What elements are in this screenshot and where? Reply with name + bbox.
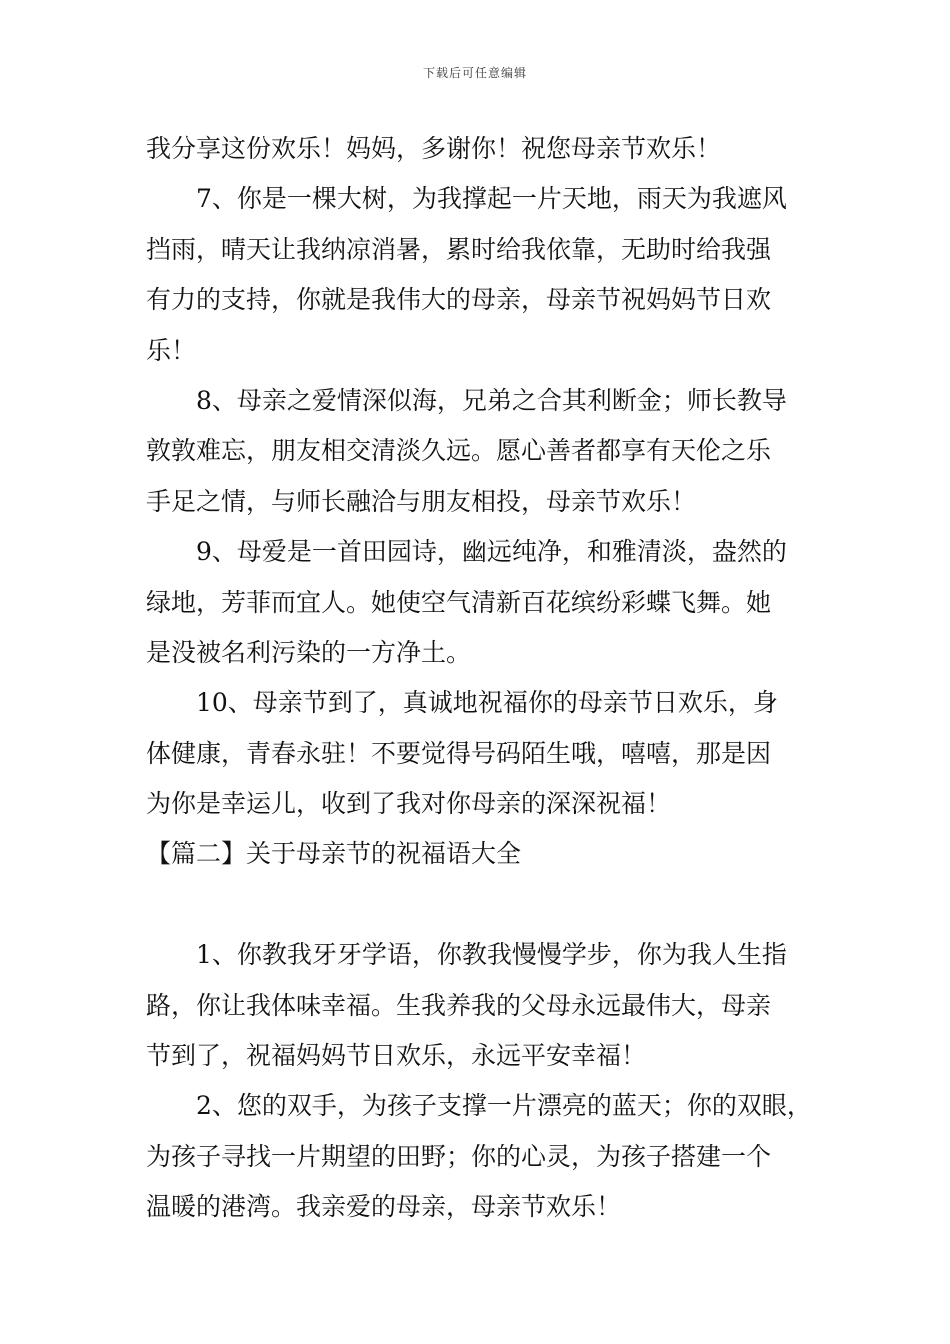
text-line: 是没被名利污染的一方净土。 [146,637,472,667]
text-line: 路，你让我体味幸福。生我养我的父母永远最伟大，母亲 [146,990,772,1020]
text-line: 节到了，祝福妈妈节日欢乐，永远平安幸福！ [146,1041,647,1071]
blank-line [146,880,810,930]
text-line: 敦敦难忘，朋友相交清淡久远。愿心善者都享有天伦之乐 [146,436,772,466]
text-line: 温暖的港湾。我亲爱的母亲，母亲节欢乐！ [146,1192,622,1222]
document-body [146,124,810,1233]
section-heading: 【篇二】关于母亲节的祝福语大全 [146,839,522,869]
text-line: 有力的支持，你就是我伟大的母亲，母亲节祝妈妈节日欢 [146,285,772,315]
list-item-8: 8、母亲之爱情深似海，兄弟之合其利断金；师长教导 [196,385,787,415]
list-item-9: 9、母爱是一首田园诗，幽远纯净，和雅清淡，盎然的 [196,537,787,567]
text-line: 挡雨，晴天让我纳凉消暑，累时给我依靠，无助时给我强 [146,234,772,264]
list-item-7: 7、你是一棵大树，为我撑起一片天地，雨天为我遮风 [196,184,787,214]
text-line: 乐！ [146,335,197,365]
list-item-10: 10、母亲节到了，真诚地祝福你的母亲节日欢乐，身 [196,688,778,718]
text-line: 体健康，青春永驻！不要觉得号码陌生哦，嘻嘻，那是因 [146,738,772,768]
text-line: 绿地，芳菲而宜人。她使空气清新百花缤纷彩蝶飞舞。她 [146,587,772,617]
text-line: 我分享这份欢乐！妈妈，多谢你！祝您母亲节欢乐！ [146,134,722,163]
page-header: 下载后可任意编辑 [422,66,527,80]
text-line: 为你是幸运儿，收到了我对你母亲的深深祝福！ [146,789,672,819]
text-line: 为孩子寻找一片期望的田野；你的心灵，为孩子搭建一个 [146,1141,772,1171]
list-item-2: 2、您的双手，为孩子支撑一片漂亮的蓝天；你的双眼， [196,1091,812,1121]
list-item-1: 1、你教我牙牙学语，你教我慢慢学步，你为我人生指 [196,940,787,970]
text-line: 手足之情，与师长融洽与朋友相投，母亲节欢乐！ [146,486,697,516]
